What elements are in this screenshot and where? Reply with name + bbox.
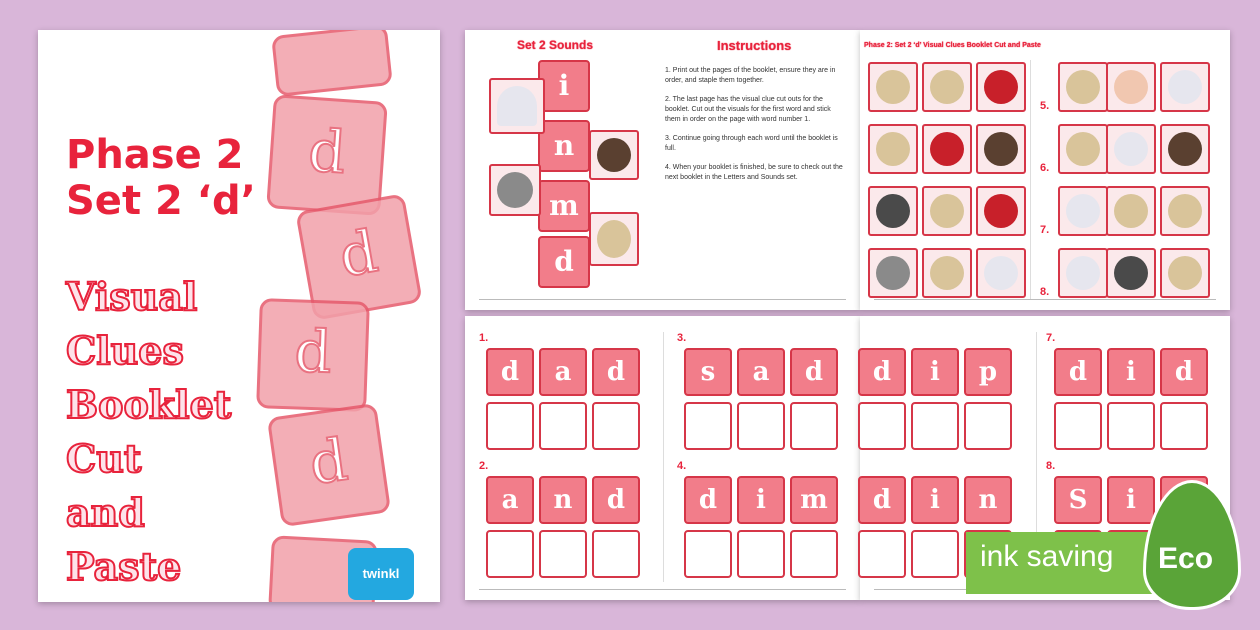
page-footer bbox=[874, 299, 1216, 302]
word-letter-tile: d bbox=[858, 476, 906, 524]
word-letter-tile: n bbox=[539, 476, 587, 524]
title-line-2: Set 2 ‘d’ bbox=[66, 178, 256, 224]
letter-tile: d bbox=[256, 298, 370, 412]
subtitle-line: and bbox=[66, 490, 145, 535]
letter-tile: d bbox=[266, 94, 388, 216]
cutout-picture[interactable] bbox=[922, 186, 972, 236]
cutout-picture[interactable] bbox=[868, 62, 918, 112]
instruction-item: 4. When your booklet is finished, be sure to check out the next booklet in the Letters and Sounds set. bbox=[665, 164, 843, 181]
word-letter-tile: a bbox=[539, 348, 587, 396]
instruction-item: 1. Print out the pages of the booklet, ensure they are in order, and staple them together. bbox=[665, 67, 836, 84]
row-number: 7. bbox=[1040, 224, 1050, 236]
word-letter-tile: n bbox=[964, 476, 1012, 524]
paste-box[interactable] bbox=[539, 402, 587, 450]
word-letter-tile: i bbox=[911, 476, 959, 524]
word-letter-tile: d bbox=[486, 348, 534, 396]
eco-word: Eco bbox=[1158, 542, 1214, 575]
paste-box[interactable] bbox=[592, 530, 640, 578]
paste-box[interactable] bbox=[1160, 402, 1208, 450]
subtitle-line: Clues bbox=[66, 328, 184, 373]
cutout-picture[interactable] bbox=[976, 62, 1026, 112]
subtitle-line: Booklet bbox=[66, 382, 232, 427]
word-letter-tile: d bbox=[592, 348, 640, 396]
nest-picture bbox=[589, 130, 639, 180]
cutout-picture[interactable] bbox=[976, 186, 1026, 236]
paste-box[interactable] bbox=[858, 402, 906, 450]
row-number: 6. bbox=[1040, 162, 1050, 174]
letter-tile: d bbox=[267, 403, 391, 527]
letter-tile: d bbox=[295, 193, 422, 320]
subtitle-line: Cut bbox=[66, 436, 142, 481]
paste-box[interactable] bbox=[684, 402, 732, 450]
cutout-picture[interactable] bbox=[868, 248, 918, 298]
word-number: 4. bbox=[677, 460, 687, 472]
word-letter-tile: p bbox=[964, 348, 1012, 396]
row-number: 8. bbox=[1040, 286, 1050, 298]
word-letter-tile: i bbox=[911, 348, 959, 396]
sound-tile: m bbox=[538, 180, 590, 232]
subtitle-line: Visual bbox=[66, 274, 198, 319]
instructions-heading: Instructions bbox=[717, 38, 792, 53]
cutout-picture[interactable] bbox=[1160, 248, 1210, 298]
cutout-picture[interactable] bbox=[1106, 186, 1156, 236]
cutout-picture[interactable] bbox=[976, 124, 1026, 174]
cover-page bbox=[38, 30, 440, 602]
paste-box[interactable] bbox=[486, 402, 534, 450]
paste-box[interactable] bbox=[539, 530, 587, 578]
instruction-item: 3. Continue going through each word until the booklet is full. bbox=[665, 135, 838, 152]
paste-box[interactable] bbox=[737, 530, 785, 578]
subtitle-line: Paste bbox=[66, 544, 182, 589]
word-letter-tile: d bbox=[592, 476, 640, 524]
instructions-list bbox=[665, 66, 845, 192]
word-letter-tile: s bbox=[684, 348, 732, 396]
cutout-heading: Phase 2: Set 2 ‘d’ Visual Clues Booklet Cut and Paste bbox=[864, 42, 1041, 49]
page-footer bbox=[479, 299, 846, 302]
twinkl-logo: twinkl bbox=[348, 548, 414, 600]
sounds-instructions-page bbox=[465, 30, 860, 310]
cover-subtitle bbox=[66, 270, 231, 594]
word-letter-tile: d bbox=[1160, 348, 1208, 396]
word-letter-tile: i bbox=[737, 476, 785, 524]
paste-box[interactable] bbox=[858, 530, 906, 578]
paste-box[interactable] bbox=[592, 402, 640, 450]
cutout-picture[interactable] bbox=[1058, 124, 1108, 174]
word-letter-tile: S bbox=[1054, 476, 1102, 524]
cutout-picture[interactable] bbox=[1160, 62, 1210, 112]
paste-box[interactable] bbox=[684, 530, 732, 578]
cutout-picture[interactable] bbox=[1058, 248, 1108, 298]
word-number: 8. bbox=[1046, 460, 1056, 472]
paste-box[interactable] bbox=[737, 402, 785, 450]
word-letter-tile: i bbox=[1107, 476, 1155, 524]
cover-title bbox=[66, 132, 256, 224]
cutout-page bbox=[860, 30, 1230, 310]
word-number: 7. bbox=[1046, 332, 1056, 344]
word-number: 3. bbox=[677, 332, 687, 344]
paste-box[interactable] bbox=[790, 530, 838, 578]
cutout-picture[interactable] bbox=[1160, 186, 1210, 236]
paste-box[interactable] bbox=[911, 530, 959, 578]
paste-box[interactable] bbox=[911, 402, 959, 450]
word-letter-tile: d bbox=[858, 348, 906, 396]
word-letter-tile: m bbox=[790, 476, 838, 524]
paste-box[interactable] bbox=[1107, 402, 1155, 450]
cutout-picture[interactable] bbox=[1106, 124, 1156, 174]
cutout-picture[interactable] bbox=[922, 62, 972, 112]
paste-box[interactable] bbox=[486, 530, 534, 578]
pug-picture bbox=[589, 212, 639, 266]
word-letter-tile: d bbox=[790, 348, 838, 396]
word-letter-tile: d bbox=[1054, 348, 1102, 396]
cutout-picture[interactable] bbox=[922, 248, 972, 298]
word-number: 2. bbox=[479, 460, 489, 472]
word-letter-tile: i bbox=[1107, 348, 1155, 396]
paste-box[interactable] bbox=[790, 402, 838, 450]
cutout-picture[interactable] bbox=[1058, 62, 1108, 112]
page-footer bbox=[479, 589, 846, 592]
word-letter-tile: a bbox=[486, 476, 534, 524]
eco-badge-label: ink saving bbox=[980, 540, 1114, 573]
row-number: 5. bbox=[1040, 100, 1050, 112]
cutout-picture[interactable] bbox=[1058, 186, 1108, 236]
sound-tile: i bbox=[538, 60, 590, 112]
instruction-item: 2. The last page has the visual clue cut outs for the booklet. Cut out the visuals for the first word and stick them in order on the page with word number 1. bbox=[665, 96, 831, 123]
word-letter-tile: a bbox=[737, 348, 785, 396]
word-number: 1. bbox=[479, 332, 489, 344]
sound-tile: d bbox=[538, 236, 590, 288]
word-letter-tile: d bbox=[684, 476, 732, 524]
sounds-heading: Set 2 Sounds bbox=[517, 38, 594, 52]
paste-box[interactable] bbox=[964, 402, 1012, 450]
cutout-picture[interactable] bbox=[1160, 124, 1210, 174]
moon-picture bbox=[489, 164, 541, 216]
cutout-picture[interactable] bbox=[1106, 62, 1156, 112]
cutout-picture[interactable] bbox=[976, 248, 1026, 298]
paste-box[interactable] bbox=[1054, 402, 1102, 450]
sound-tile: n bbox=[538, 120, 590, 172]
cutout-picture[interactable] bbox=[922, 124, 972, 174]
cutout-picture[interactable] bbox=[1106, 248, 1156, 298]
cutout-picture[interactable] bbox=[868, 186, 918, 236]
letter-tile bbox=[271, 30, 393, 97]
cutout-picture[interactable] bbox=[868, 124, 918, 174]
title-line-1: Phase 2 bbox=[66, 132, 244, 178]
igloo-picture bbox=[489, 78, 545, 134]
